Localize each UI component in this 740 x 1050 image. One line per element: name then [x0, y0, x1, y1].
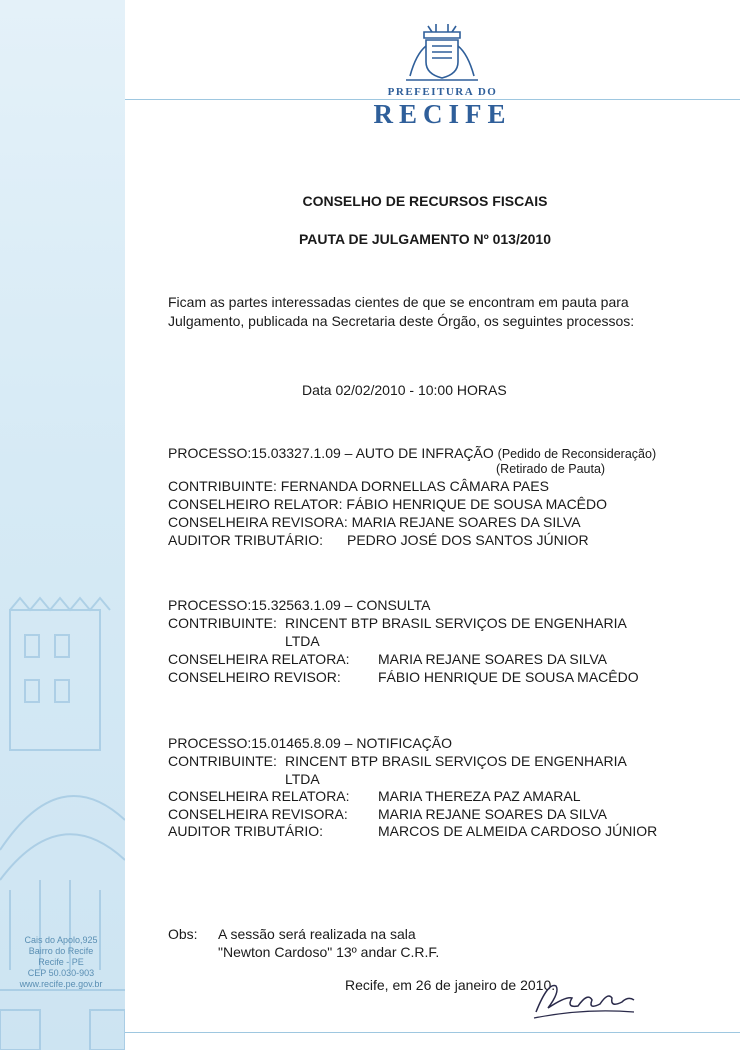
sidebar-background: [0, 0, 125, 1050]
process-3-number: PROCESSO:15.01465.8.09 – NOTIFICAÇÃO: [168, 735, 453, 751]
address-block: [6, 935, 116, 990]
process-3-auditor-value: MARCOS DE ALMEIDA CARDOSO JÚNIOR: [378, 823, 658, 839]
process-3-contribuinte-value: RINCENT BTP BRASIL SERVIÇOS DE ENGENHARIA: [285, 753, 627, 769]
obs-line-1: A sessão será realizada na sala: [218, 926, 416, 942]
process-1-auditor-value: PEDRO JOSÉ DOS SANTOS JÚNIOR: [347, 532, 589, 548]
address-website: www.recife.pe.gov.br: [19, 979, 103, 989]
process-3-revisora-label: CONSELHEIRA REVISORA:: [168, 806, 348, 822]
obs-line-2: "Newton Cardoso" 13º andar C.R.F.: [218, 944, 440, 960]
session-date: Data 02/02/2010 - 10:00 HORAS: [302, 382, 507, 398]
process-3-relatora-value: MARIA THEREZA PAZ AMARAL: [378, 788, 581, 804]
process-2-relatora-value: MARIA REJANE SOARES DA SILVA: [378, 651, 607, 667]
process-1-withdrawn: (Retirado de Pauta): [496, 462, 606, 476]
process-1-number: PROCESSO:15.03327.1.09 – AUTO DE INFRAÇÃO: [168, 445, 494, 461]
closing-date: Recife, em 26 de janeiro de 2010.: [345, 977, 556, 993]
intro-line-1: Ficam as partes interessadas cientes de que se encontram em pauta para: [168, 294, 629, 310]
process-2-revisor-label: CONSELHEIRO REVISOR:: [168, 669, 341, 685]
prefeitura-label: PREFEITURA DO: [387, 86, 498, 98]
address-city: Recife - PE: [38, 957, 84, 967]
process-1-header: [168, 445, 656, 461]
process-2-contribuinte-label: CONTRIBUINTE:: [168, 615, 277, 631]
process-1-note: (Pedido de Reconsideração): [497, 447, 657, 461]
process-3-contribuinte-label: CONTRIBUINTE:: [168, 753, 277, 769]
document-title: CONSELHO DE RECURSOS FISCAIS: [302, 193, 548, 209]
address-cep: CEP 50.030-903: [27, 968, 95, 978]
process-2-contribuinte-cont: LTDA: [285, 633, 320, 649]
footer-divider: [125, 1032, 740, 1033]
process-1-relator: CONSELHEIRO RELATOR: FÁBIO HENRIQUE DE SOUSA MACÊDO: [168, 496, 608, 512]
recife-label: RECIFE: [373, 99, 512, 129]
process-1-contribuinte: CONTRIBUINTE: FERNANDA DORNELLAS CÂMARA PAES: [168, 478, 549, 494]
intro-line-2: Julgamento, publicada na Secretaria deste Órgão, os seguintes processos:: [168, 313, 635, 329]
address-district: Bairro do Recife: [28, 946, 94, 956]
address-street: Cais do Apolo,925: [24, 935, 98, 945]
process-3-contribuinte-cont: LTDA: [285, 771, 320, 787]
process-2-number: PROCESSO:15.32563.1.09 – CONSULTA: [168, 597, 431, 613]
process-2-relatora-label: CONSELHEIRA RELATORA:: [168, 651, 350, 667]
process-2-revisor-value: FÁBIO HENRIQUE DE SOUSA MACÊDO: [378, 669, 639, 685]
coat-of-arms-icon: [402, 24, 482, 84]
process-3-revisora-value: MARIA REJANE SOARES DA SILVA: [378, 806, 607, 822]
process-2-contribuinte-value: RINCENT BTP BRASIL SERVIÇOS DE ENGENHARIA: [285, 615, 627, 631]
process-1-auditor-label: AUDITOR TRIBUTÁRIO:: [168, 532, 324, 548]
process-3-relatora-label: CONSELHEIRA RELATORA:: [168, 788, 350, 804]
obs-label: Obs:: [168, 926, 198, 942]
process-3-auditor-label: AUDITOR TRIBUTÁRIO:: [168, 823, 324, 839]
signature-icon: [528, 968, 648, 1028]
process-1-revisora: CONSELHEIRA REVISORA: MARIA REJANE SOARES DA SILVA: [168, 514, 581, 530]
pauta-number: PAUTA DE JULGAMENTO Nº 013/2010: [299, 231, 551, 247]
